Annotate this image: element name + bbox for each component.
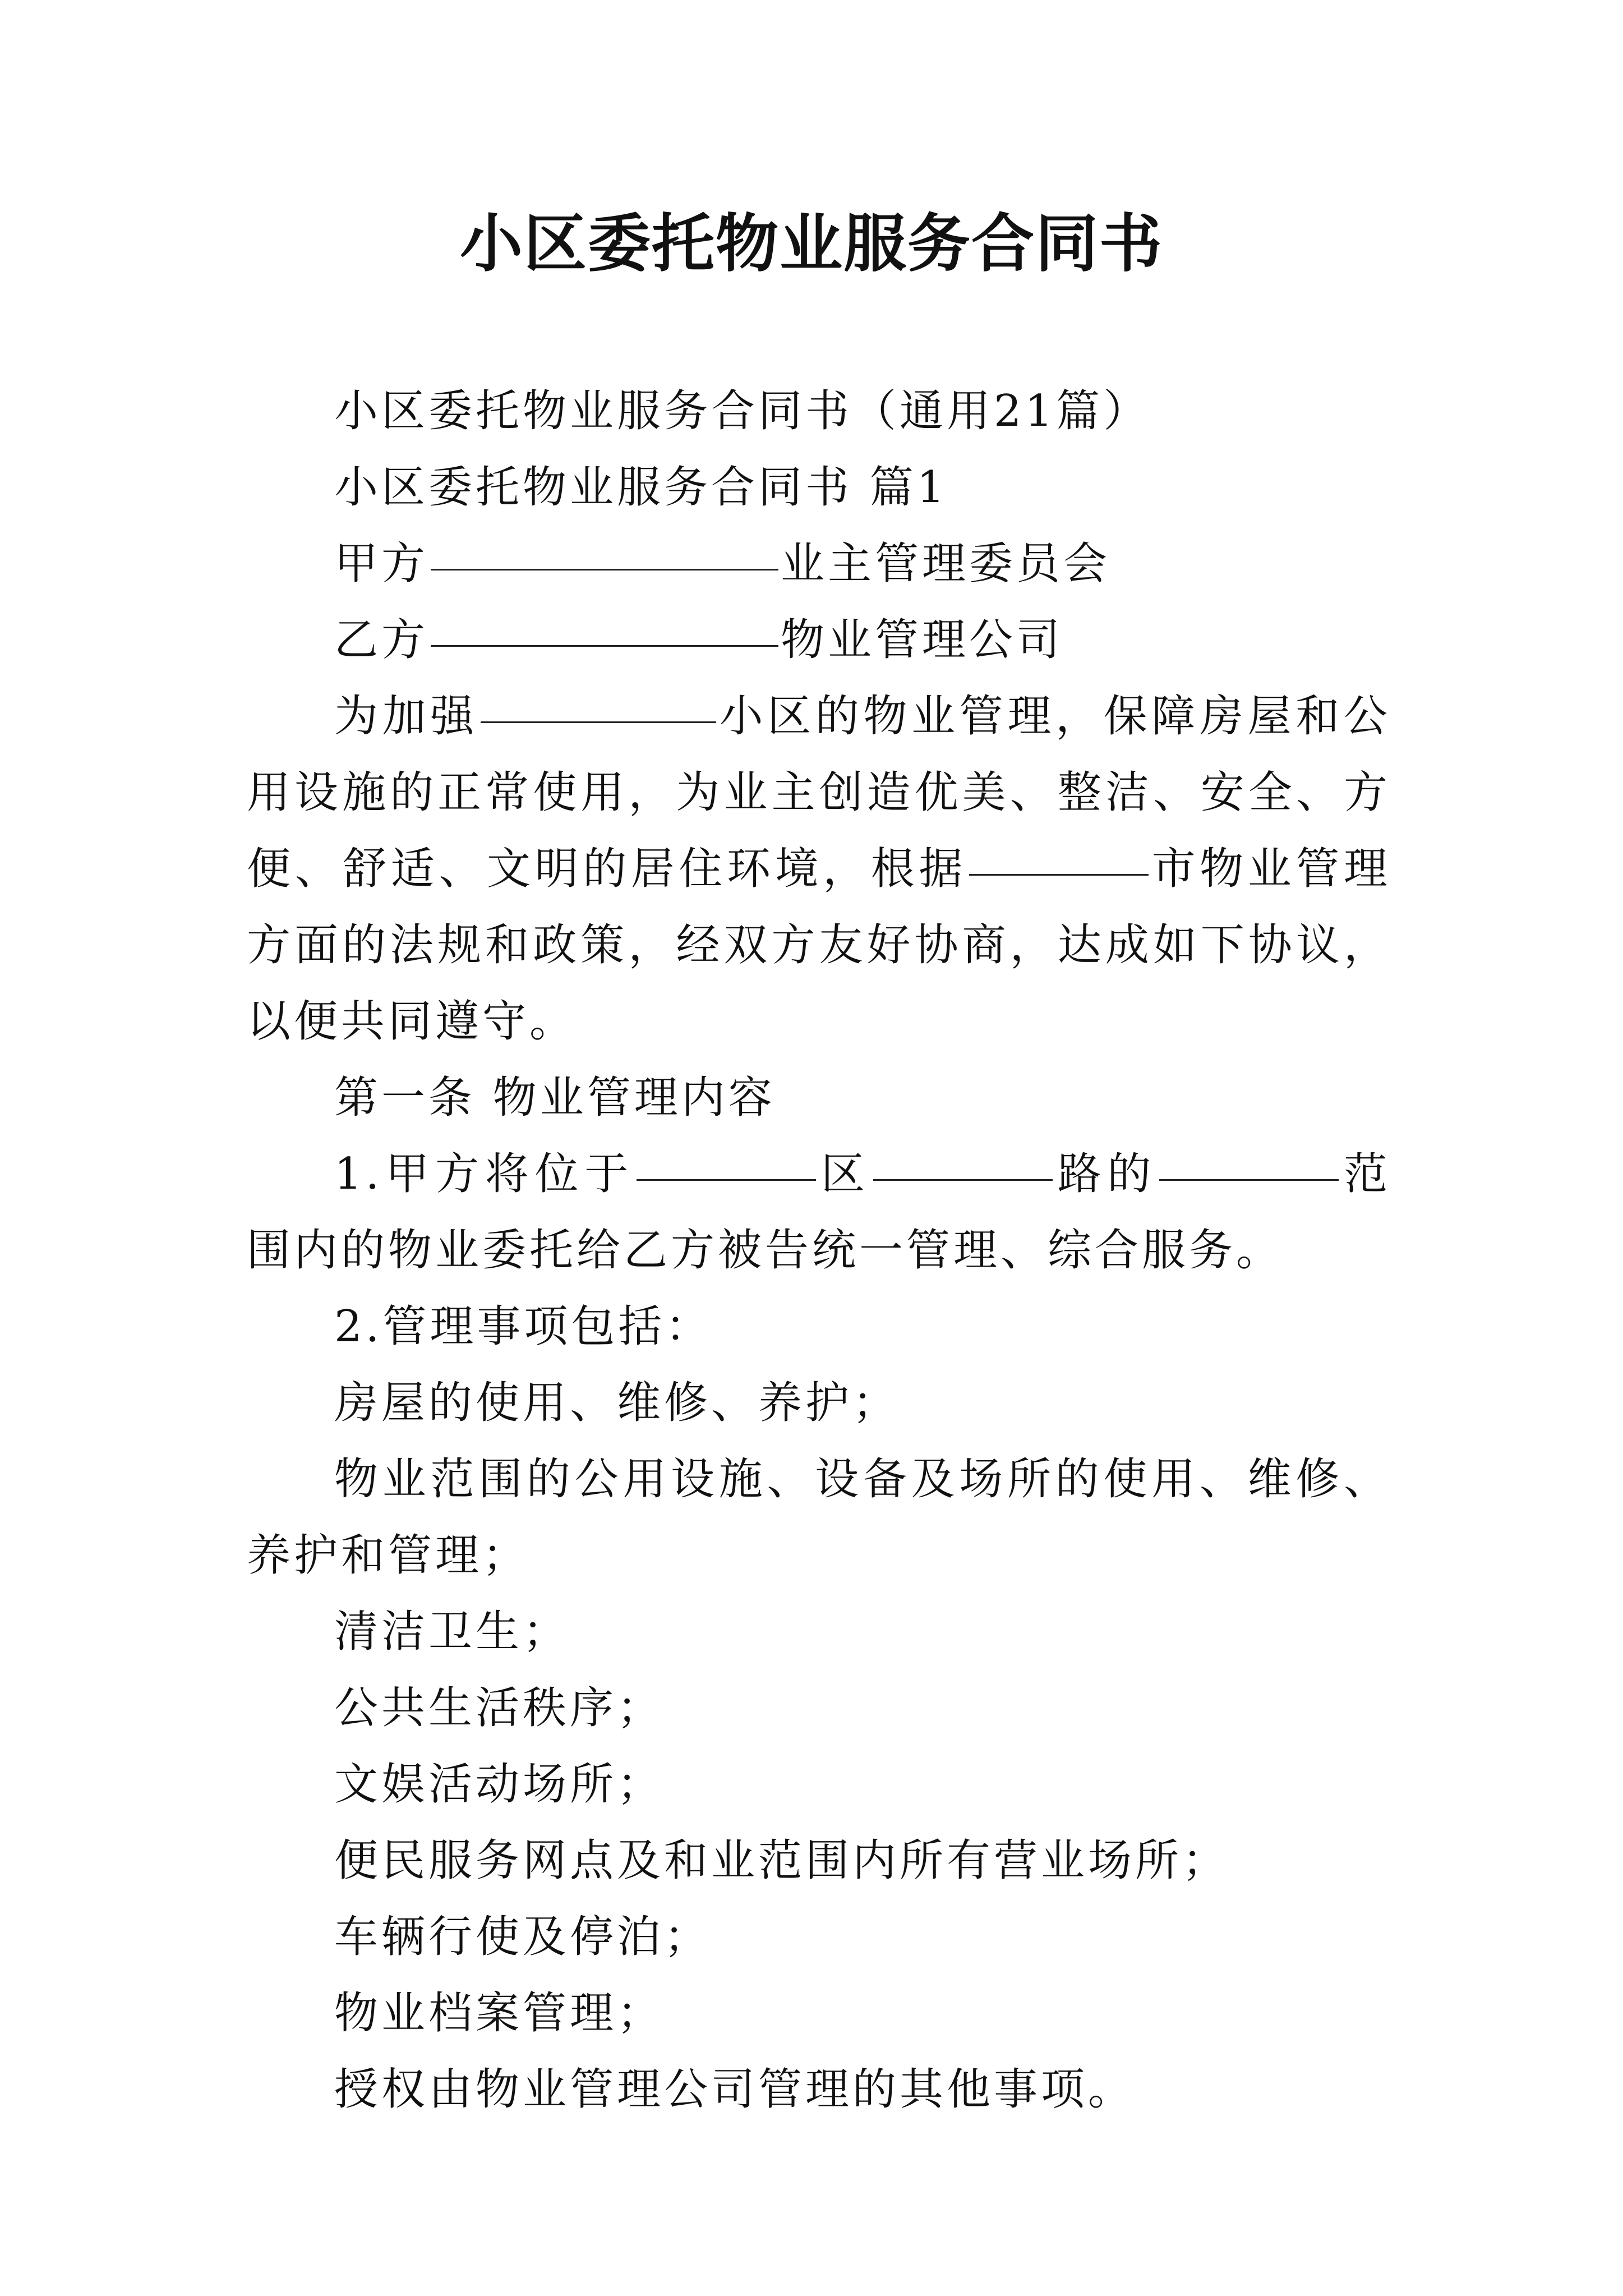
party-a-line	[247, 526, 1391, 602]
list-line: 清洁卫生；	[334, 1607, 570, 1657]
list-line: 授权由物业管理公司管理的其他事项。	[334, 2064, 1136, 2115]
intro-paragraph	[247, 678, 1391, 1060]
list-line: 文娱活动场所；	[334, 1759, 665, 1810]
item-1-part-3: 路的	[1054, 1149, 1158, 1199]
party-b-prefix: 乙方	[334, 615, 429, 665]
item-1-part-4: 范围内的物业委托给乙方被告统一管理、综合服务。	[247, 1149, 1391, 1276]
document-body	[247, 373, 1391, 2128]
item-1-paragraph	[247, 1136, 1391, 1289]
document-title: 小区委托物业服务合同书	[460, 207, 1163, 280]
community-blank	[481, 721, 716, 723]
list-line: 房屋的使用、维修、养护；	[334, 1378, 900, 1428]
item-1-part-1: 1.甲方将位于	[334, 1149, 635, 1199]
list-line: 物业范围的公用设施、设备及场所的使用、维修、养护和管理；	[247, 1454, 1391, 1581]
city-blank	[969, 873, 1149, 876]
list-line: 物业档案管理；	[334, 1988, 665, 2039]
party-b-line	[247, 602, 1391, 678]
list-line: 便民服务网点及和业范围内所有营业场所；	[334, 1835, 1230, 1886]
intro-part-1: 为加强	[334, 691, 478, 742]
road-blank	[873, 1179, 1053, 1181]
subtitle: 小区委托物业服务合同书（通用21篇）	[334, 386, 1151, 436]
article-1-heading: 第一条 物业管理内容	[334, 1073, 776, 1123]
list-line: 车辆行使及停泊；	[334, 1912, 712, 1962]
party-a-prefix: 甲方	[334, 539, 429, 589]
chapter-heading: 小区委托物业服务合同书 篇1	[334, 462, 948, 513]
party-b-suffix: 物业管理公司	[781, 615, 1064, 665]
party-a-blank	[431, 568, 778, 570]
party-a-suffix: 业主管理委员会	[781, 539, 1111, 589]
intro-part-2: 小区的物业管理，保障房屋和公用设施的正常使用，为业主创造优美、整洁、安全、方便、舒适、文明的居住环境，根据	[247, 691, 1391, 894]
party-b-blank	[431, 645, 778, 647]
item-2-heading: 2.管理事项包括：	[334, 1301, 713, 1352]
item-1-part-2: 区	[818, 1149, 871, 1199]
district-blank	[637, 1179, 816, 1181]
scope-blank	[1159, 1179, 1339, 1181]
intro-part-3: 市物业管理方面的法规和政策，经双方友好协商，达成如下协议，以便共同遵守。	[247, 844, 1391, 1047]
list-line: 公共生活秩序；	[334, 1683, 665, 1733]
